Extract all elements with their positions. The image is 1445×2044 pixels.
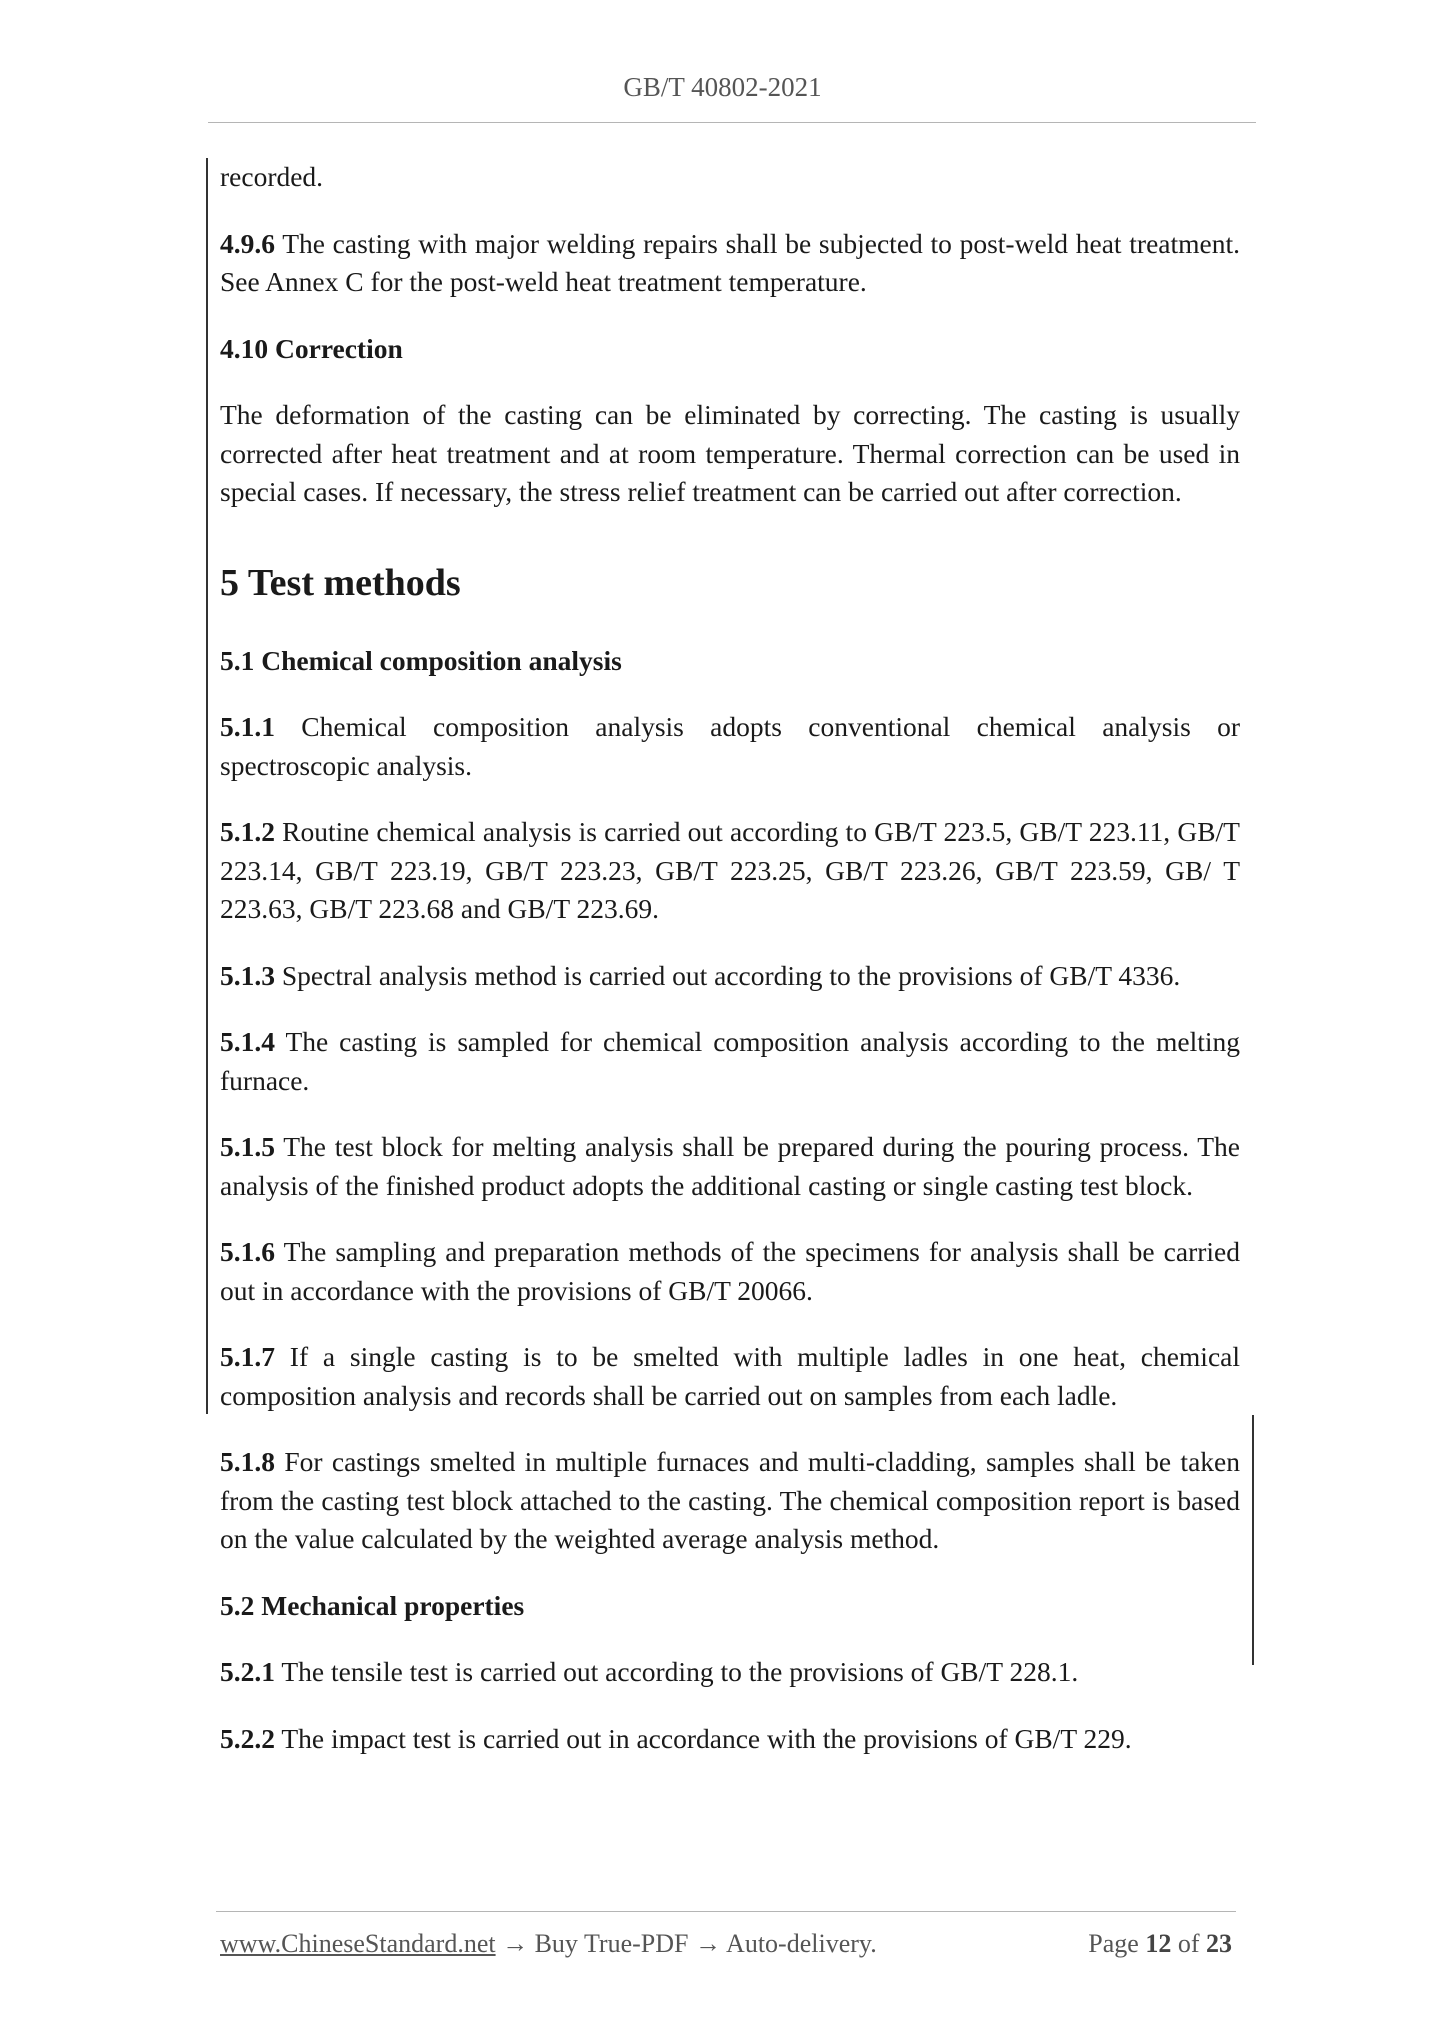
clause-5-1-8 xyxy=(220,1443,1240,1559)
site-link[interactable]: www.ChineseStandard.net xyxy=(220,1929,496,1958)
heading-5-1: 5.1 Chemical composition analysis xyxy=(220,644,622,676)
clause-5-1-3 xyxy=(220,957,1240,996)
clause-number: 5.1.8 xyxy=(220,1446,275,1477)
clause-5-1-1 xyxy=(220,708,1240,785)
paragraph-continuation: recorded. xyxy=(220,161,324,192)
clause-text: The sampling and preparation methods of the specimens for analysis shall be carried out in accordance with the provisions of GB/T 20066. xyxy=(220,1236,1240,1306)
clause-5-1-7 xyxy=(220,1338,1240,1415)
clause-text: Routine chemical analysis is carried out according to GB/T 223.5, GB/T 223.11, GB/T 223.14, GB/T 223.19, GB/T 223.23, GB/T 223.25, GB/T 223.26, GB/T 223.59, GB/ T 223.63, GB/T 223.68 and GB/T 223.69. xyxy=(220,816,1240,924)
clause-number: 5.1.4 xyxy=(220,1026,275,1057)
clause-text: For castings smelted in multiple furnaces and multi-cladding, samples shall be taken from the casting test block attached to the casting. The chemical composition report is based on the value calculated by the weighted average analysis method. xyxy=(220,1446,1240,1554)
page-footer xyxy=(220,1929,1232,1959)
clause-number: 5.1.7 xyxy=(220,1341,275,1372)
clause-text: The casting with major welding repairs shall be subjected to post-weld heat treatment. See Annex C for the post-weld heat treatment temperature. xyxy=(220,227,1240,297)
clause-number: 5.2.2 xyxy=(220,1722,275,1754)
clause-number: 5.2.1 xyxy=(220,1656,275,1687)
document-body xyxy=(220,158,1240,1786)
clause-number: 5.1.6 xyxy=(220,1236,275,1267)
clause-5-1-5 xyxy=(220,1128,1240,1205)
page-current: 12 xyxy=(1145,1929,1172,1958)
clause-text: The casting is sampled for chemical composition analysis according to the melting furnace. xyxy=(220,1026,1240,1096)
heading-5-2: 5.2 Mechanical properties xyxy=(220,1589,525,1621)
heading-5: 5 Test methods xyxy=(220,561,461,604)
clause-number: 5.1.1 xyxy=(220,711,275,742)
clause-text: Chemical composition analysis adopts conventional chemical analysis or spectroscopic analysis. xyxy=(220,711,1240,781)
clause-number: 5.1.5 xyxy=(220,1131,275,1162)
of-word: of xyxy=(1171,1929,1206,1958)
clause-number: 5.1.3 xyxy=(220,959,275,991)
page-total: 23 xyxy=(1206,1929,1232,1958)
paragraph-4-10: The deformation of the casting can be eliminated by correcting. The casting is usually corrected after heat treatment and at room temperature. Thermal correction can be used in special cases. If necessary, the stress relief treatment can be carried out after correction. xyxy=(220,399,1240,507)
clause-5-1-6 xyxy=(220,1233,1240,1310)
clause-text: The test block for melting analysis shall be prepared during the pouring process. The analysis of the finished product adopts the additional casting or single casting test block. xyxy=(220,1131,1240,1201)
clause-5-2-1 xyxy=(220,1653,1240,1692)
clause-5-2-2 xyxy=(220,1720,1240,1759)
clause-5-1-2 xyxy=(220,813,1240,929)
header-divider xyxy=(208,122,1256,123)
footer-divider xyxy=(216,1911,1236,1912)
clause-number: 4.9.6 xyxy=(220,227,275,259)
page-word: Page xyxy=(1088,1929,1146,1958)
clause-text: If a single casting is to be smelted with multiple ladles in one heat, chemical composition analysis and records shall be carried out on samples from each ladle. xyxy=(220,1341,1240,1411)
change-bar-right xyxy=(1252,1415,1254,1665)
clause-text: The impact test is carried out in accordance with the provisions of GB/T 229. xyxy=(275,1722,1132,1754)
clause-5-1-4 xyxy=(220,1023,1240,1100)
footer-promo: → Buy True-PDF → Auto-delivery. xyxy=(495,1929,877,1958)
page-header: GB/T 40802-2021 xyxy=(623,72,822,102)
heading-4-10: 4.10 Correction xyxy=(220,332,403,364)
page-indicator xyxy=(1088,1929,1232,1959)
clause-text: Spectral analysis method is carried out according to the provisions of GB/T 4336. xyxy=(275,959,1181,991)
clause-number: 5.1.2 xyxy=(220,816,275,847)
change-bar-left xyxy=(206,158,208,1414)
clause-4-9-6 xyxy=(220,225,1240,302)
clause-text: The tensile test is carried out according to the provisions of GB/T 228.1. xyxy=(275,1656,1079,1687)
